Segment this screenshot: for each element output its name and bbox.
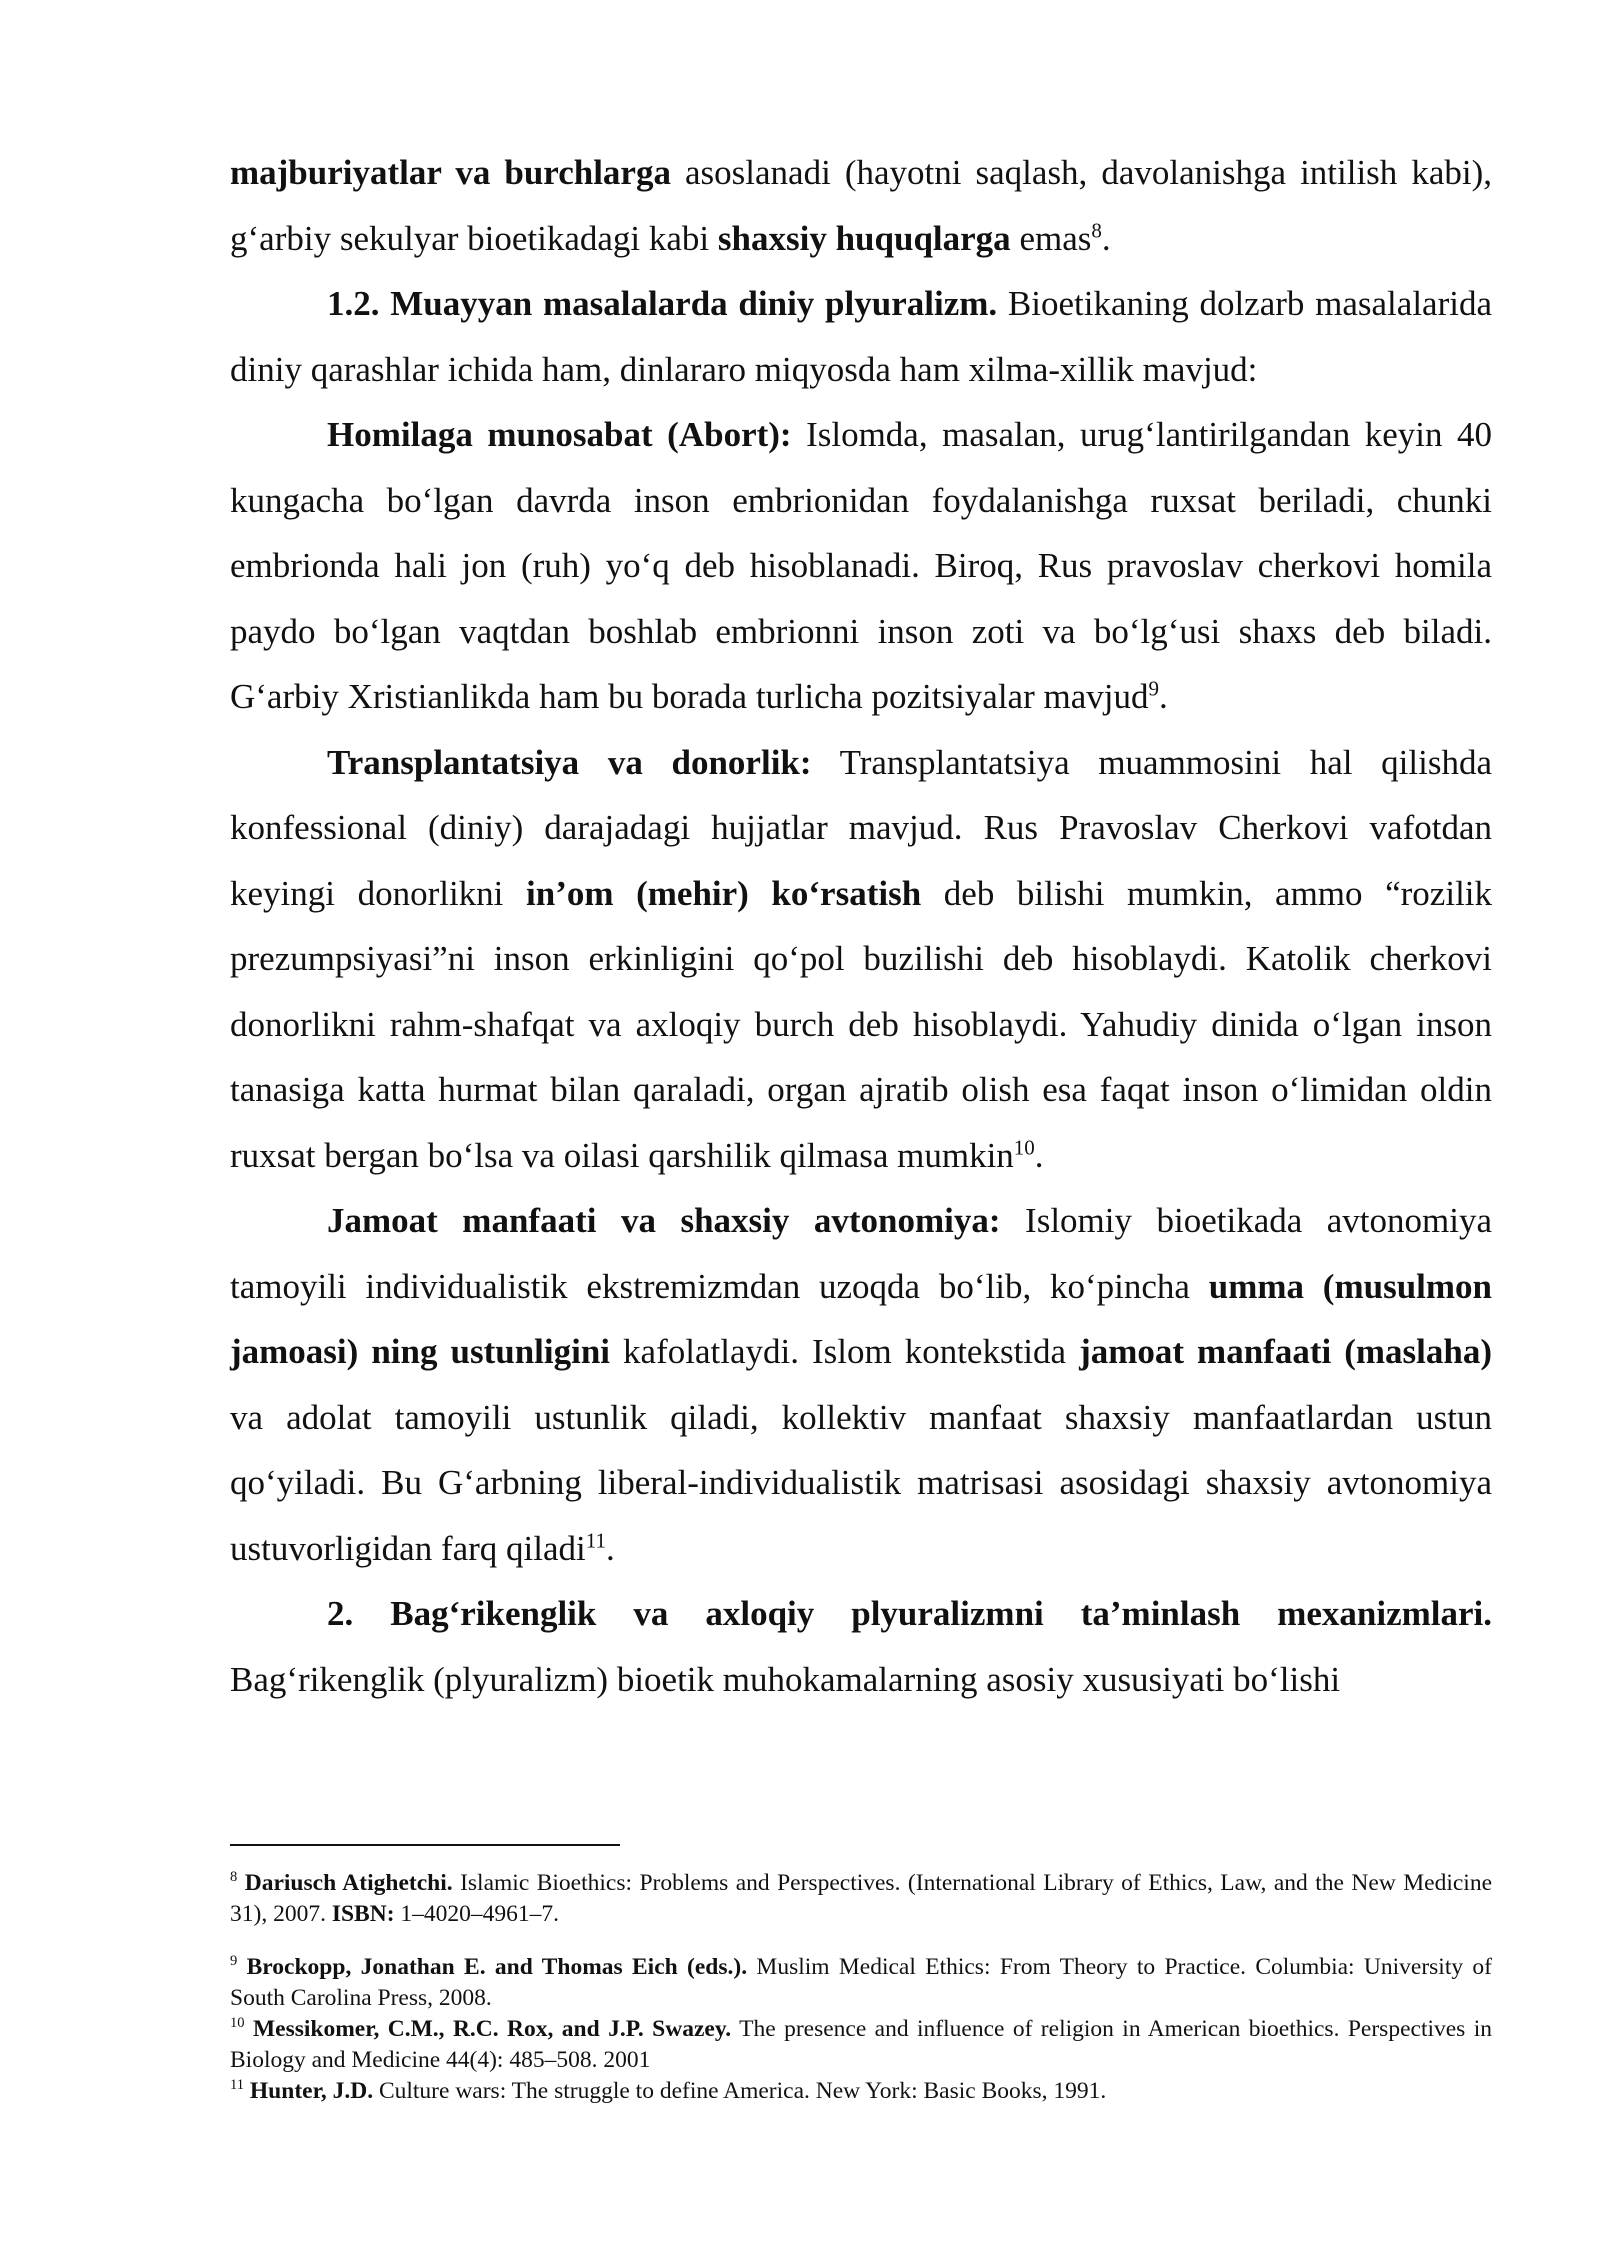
text-run [245, 2016, 253, 2042]
bold-text-run: Dariusch Atighetchi. [244, 1870, 453, 1896]
bold-text-run: Jamoat manfaati va shaxsiy avtonomiya: [327, 1201, 1001, 1240]
footnote-fn9 [230, 1952, 1492, 2014]
footnote-ref: 11 [585, 1527, 606, 1552]
bold-text-run: 2. Bag‘rikenglik va axloqiy plyuralizmni ta’minlash mexanizmlari. [327, 1594, 1492, 1633]
footnote-fn10 [230, 2014, 1492, 2076]
text-run: Culture wars: The struggle to define America. New York: Basic Books, 1991. [373, 2078, 1107, 2104]
text-run: . [606, 1528, 615, 1568]
text-run: The presence and influence of religion in American bioethics. Perspectives in Biology and Medicine 44(4): 485–508. 2001 [230, 2016, 1493, 2073]
footnote-fn8 [230, 1868, 1492, 1930]
footnote-ref: 11 [230, 2077, 245, 2094]
text-run: deb bilishi mumkin, ammo “rozilik prezumpsiyasi”ni inson erkinligini qo‘pol buzilishi deb hisoblaydi. Katolik cherkovi donorlikni rahm-shafqat va axloqiy burch deb hisoblaydi. Yahudiy dinida o‘lgan inson tanasiga katta hurmat bilan qaraladi, organ ajratib olish esa faqat inson o‘limidan oldin ruxsat bergan bo‘lsa va oilasi qarshilik qilmasa mumkin [230, 873, 1493, 1175]
footnote-ref: 10 [230, 2015, 245, 2032]
body-paragraph [230, 1188, 1492, 1581]
body-text [230, 140, 1492, 1712]
footnote-ref: 9 [1148, 676, 1159, 701]
body-paragraph [230, 140, 1492, 271]
bold-text-run: shaxsiy huquqlarga [717, 218, 1011, 258]
body-paragraph [230, 402, 1492, 730]
text-run: . [1034, 1135, 1044, 1175]
text-run: va adolat tamoyili ustunlik qiladi, kollektiv manfaat shaxsiy manfaatlardan ustun qo‘yiladi. Bu G‘arbning liberal-individualistik matrisasi asosidagi shaxsiy avtonomiya ustuvorligidan farq qiladi [230, 1397, 1492, 1568]
text-run: Islomiy bioetikada avtonomiya tamoyili individualistik ekstremizmdan uzoqda bo‘lib, ko‘pincha [230, 1201, 1492, 1306]
text-run: Bag‘rikenglik (plyuralizm) bioetik muhokamalarning asosiy xususiyati bo‘lishi [230, 1659, 1341, 1699]
body-paragraph [230, 730, 1492, 1189]
footnote-ref: 8 [230, 1869, 238, 1886]
bold-text-run: in’om (mehir) ko‘rsatish [526, 873, 922, 913]
footnote-ref: 9 [230, 1953, 238, 1970]
footnote-ref: 10 [1013, 1134, 1035, 1159]
text-run: 1–4020–4961–7. [394, 1901, 560, 1927]
footnotes [230, 1868, 1492, 2107]
text-run: Islomda, masalan, urug‘lantirilgandan keyin 40 kungacha bo‘lgan davrda inson embrionidan foydalanishga ruxsat beriladi, chunki embrionda hali jon (ruh) yo‘q deb hisoblanadi. Biroq, Rus pravoslav cherkovi homila paydo bo‘lgan vaqtdan boshlab embrionni inson zoti va bo‘lg‘usi shaxs deb biladi. G‘arbiy Xristianlikda ham bu borada turlicha pozitsiyalar mavjud [230, 415, 1492, 716]
text-run: Islamic Bioethics: Problems and Perspectives. (International Library of Ethics, Law, and the New Medicine 31), 2007. [230, 1870, 1493, 1927]
text-run: . [1101, 218, 1111, 258]
footnote-ref: 8 [1091, 217, 1102, 242]
bold-text-run: Homilaga munosabat (Abort): [327, 415, 792, 454]
bold-text-run: Messikomer, C.M., R.C. Rox, and J.P. Swazey. [252, 2016, 732, 2042]
bold-text-run: ISBN: [331, 1901, 395, 1927]
text-run: Bioetikaning dolzarb masalalarida diniy qarashlar ichida ham, dinlararo miqyosda ham xilma-xillik mavjud: [230, 284, 1492, 389]
body-paragraph [230, 1581, 1492, 1712]
bold-text-run: 1.2. Muayyan masalalarda diniy plyuralizm. [327, 284, 998, 323]
bold-text-run: Transplantatsiya va donorlik: [327, 742, 812, 782]
bold-text-run: Hunter, J.D. [249, 2078, 374, 2104]
text-run [237, 1954, 246, 1980]
text-run: kafolatlaydi. Islom kontekstida [610, 1332, 1080, 1371]
bold-text-run: jamoat manfaati (maslaha) [1079, 1332, 1492, 1371]
text-run: Muslim Medical Ethics: From Theory to Practice. Columbia: University of South Carolina Press, 2008. [230, 1954, 1493, 2011]
bold-text-run: majburiyatlar va burchlarga [230, 153, 671, 192]
text-run: emas [1010, 218, 1092, 258]
footnote-separator [230, 1844, 620, 1846]
text-run: asoslanadi (hayotni saqlash, davolanishga intilish kabi), g‘arbiy sekulyar bioetikadagi kabi [230, 153, 1493, 258]
footnote-fn11 [230, 2076, 1492, 2107]
text-run: Transplantatsiya muammosini hal qilishda konfessional (diniy) darajadagi hujjatlar mavjud. Rus Pravoslav Cherkovi vafotdan keyingi donorlikni [230, 742, 1493, 913]
bold-text-run: Brockopp, Jonathan E. and Thomas Eich (eds.). [246, 1954, 748, 1980]
text-run: . [1158, 677, 1168, 716]
bold-text-run: umma (musulmon jamoasi) ning ustunligini [230, 1266, 1493, 1371]
text-run [237, 1870, 244, 1896]
body-paragraph [230, 271, 1492, 402]
